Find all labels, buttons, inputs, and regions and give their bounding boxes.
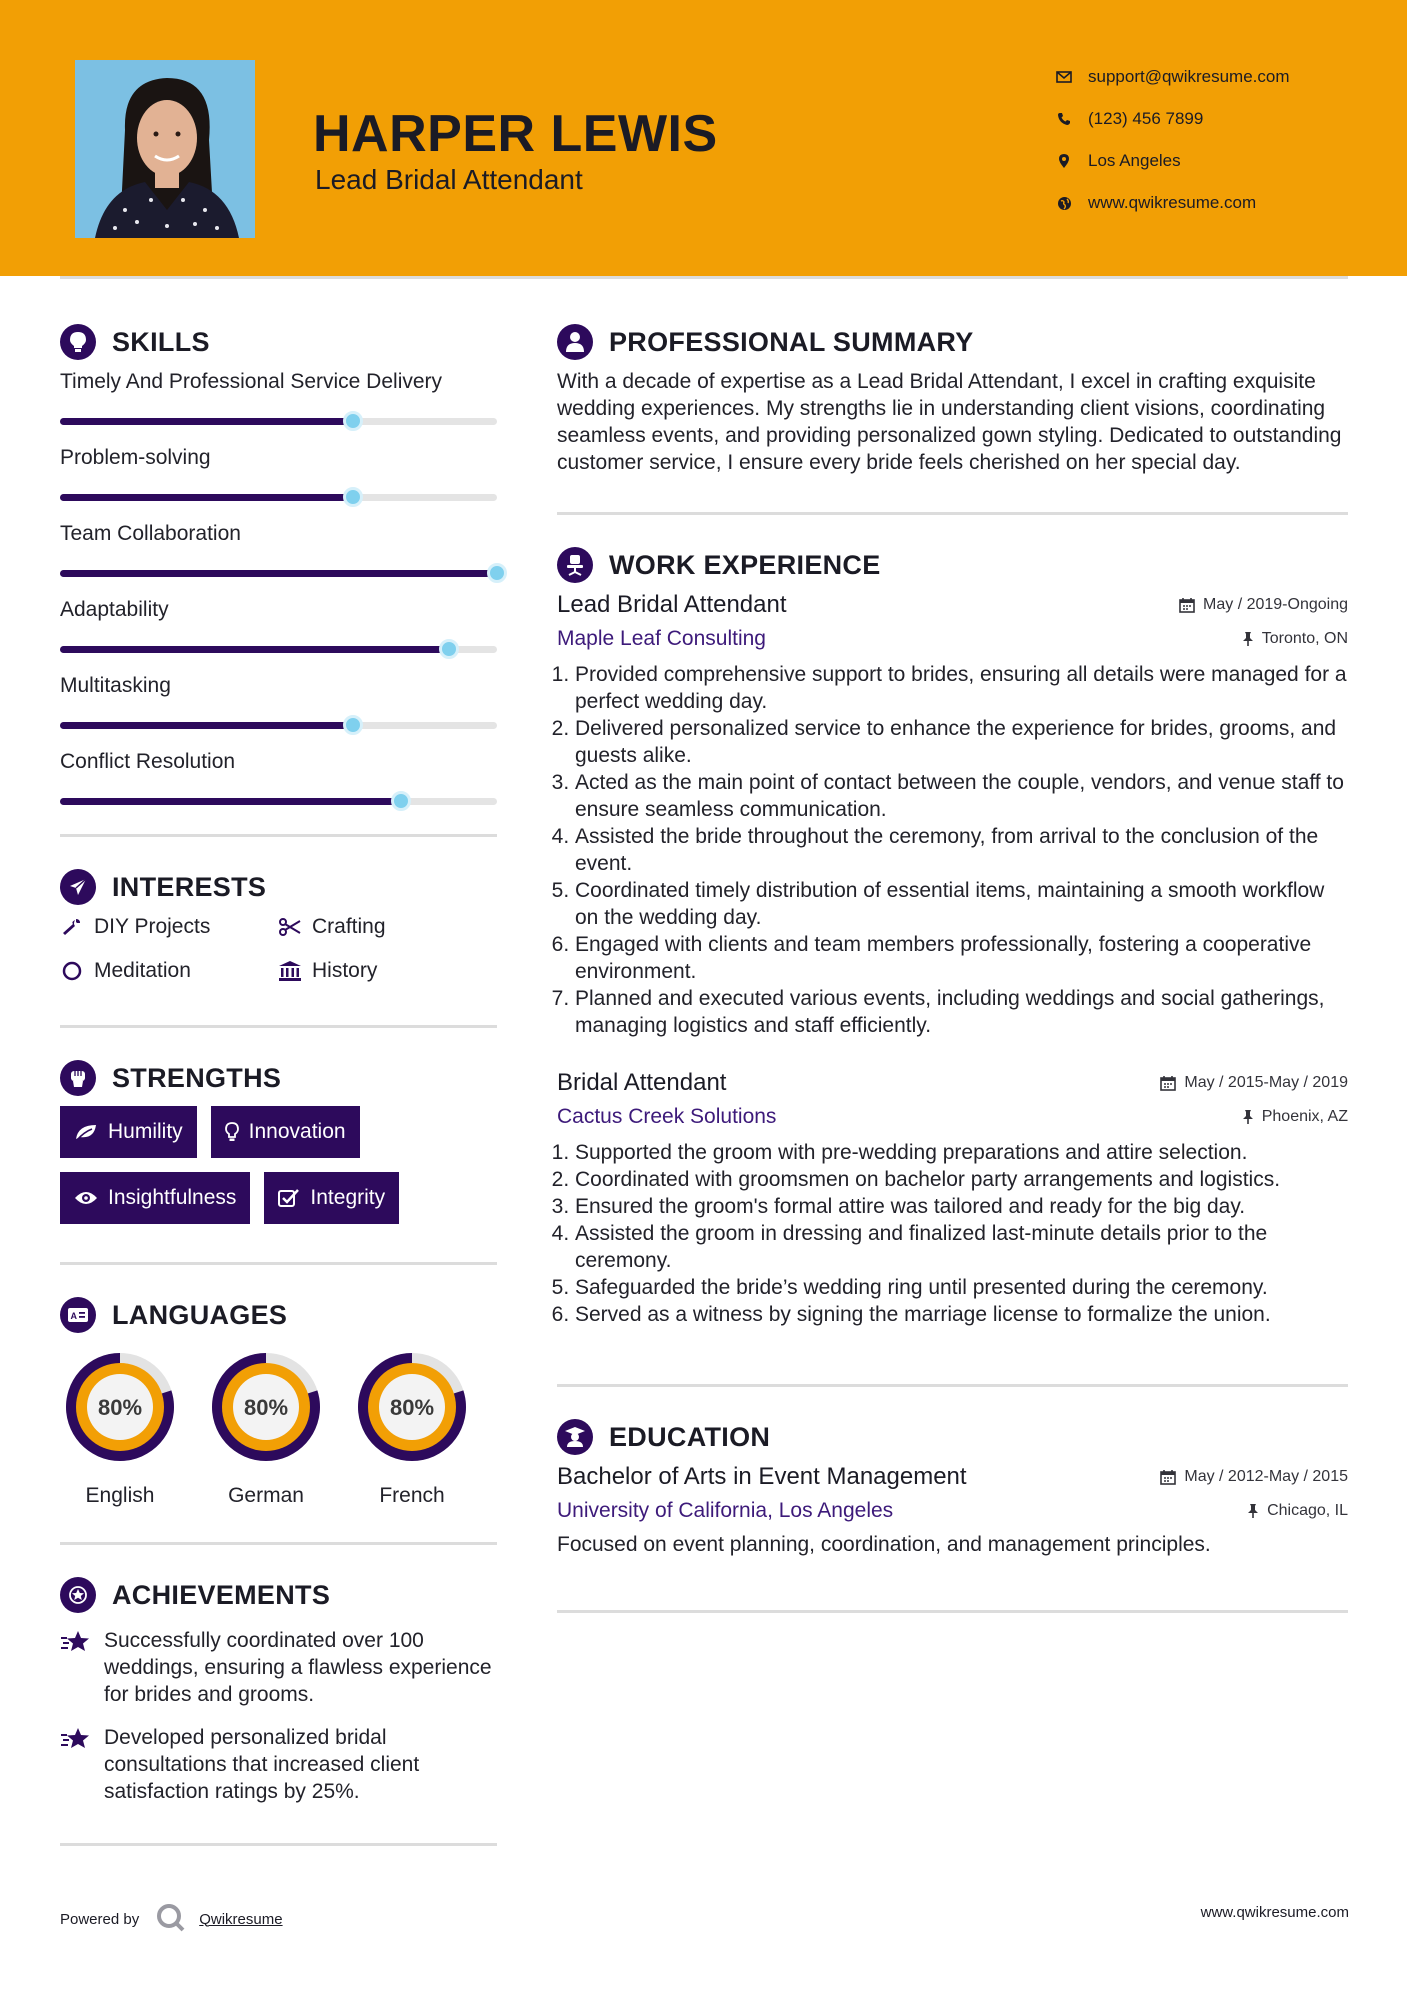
skills-title: SKILLS — [112, 326, 210, 357]
job-bullet: 1. Supported the groom with pre-wedding preparations and attire selection. — [575, 1139, 1348, 1166]
skill-bar-fill — [60, 494, 353, 501]
skill-bar-knob — [343, 715, 363, 735]
education-location-text: Chicago, IL — [1267, 1502, 1348, 1519]
interest-label: Meditation — [94, 959, 191, 982]
calendar-icon — [1179, 597, 1195, 613]
education-description: Focused on event planning, coordination, and management principles. — [557, 1533, 1211, 1556]
skill-bar — [60, 646, 497, 653]
qwikresume-link[interactable]: Qwikresume — [199, 1910, 283, 1928]
education-dates-text: May / 2012-May / 2015 — [1184, 1468, 1348, 1485]
interest-label: History — [312, 959, 378, 982]
phone-icon — [1050, 112, 1078, 126]
lightbulb-icon — [60, 324, 96, 360]
experience-heading — [557, 543, 1348, 587]
skill-bar-knob — [343, 487, 363, 507]
language-item — [206, 1347, 326, 1508]
pushpin-icon — [1242, 1109, 1254, 1125]
skill-name: Conflict Resolution — [60, 750, 236, 773]
wrench-icon — [60, 917, 84, 937]
skill-bar-knob — [391, 791, 411, 811]
education-title: EDUCATION — [609, 1421, 771, 1452]
scissors-icon — [278, 918, 302, 936]
interest-item — [60, 915, 278, 939]
company-name: Cactus Creek Solutions — [557, 1105, 777, 1128]
language-icon — [60, 1297, 96, 1333]
languages-title: LANGUAGES — [112, 1299, 288, 1330]
strength-label: Insightfulness — [108, 1186, 237, 1209]
strengths-list — [60, 1106, 497, 1224]
strength-badge — [60, 1172, 250, 1224]
job-bullet: 3. Ensured the groom's formal attire was tailored and ready for the big day. — [575, 1193, 1348, 1220]
skill-item — [60, 748, 497, 824]
right-column — [557, 320, 1348, 1613]
job-bullet: 2. Coordinated with groomsmen on bachelor party arrangements and logistics. — [575, 1166, 1348, 1193]
section-divider — [557, 1610, 1348, 1613]
skill-bar-knob — [439, 639, 459, 659]
museum-icon — [278, 960, 302, 982]
graduate-icon — [557, 1419, 593, 1455]
pushpin-icon — [1247, 1503, 1259, 1519]
interest-label: Crafting — [312, 915, 386, 938]
lightbulb-icon — [225, 1122, 239, 1142]
calendar-icon — [1160, 1469, 1176, 1485]
section-divider — [60, 1025, 497, 1028]
job-dates — [1179, 596, 1348, 614]
languages-list — [60, 1347, 497, 1508]
resume-header — [0, 0, 1407, 276]
school-name: University of California, Los Angeles — [557, 1499, 894, 1522]
job-location-text: Toronto, ON — [1261, 630, 1348, 647]
skill-name: Adaptability — [60, 598, 169, 621]
achievements-heading — [60, 1573, 497, 1617]
interests-heading — [60, 865, 497, 909]
candidate-title: Lead Bridal Attendant — [315, 164, 583, 195]
education-location — [1247, 1502, 1348, 1520]
strength-badge — [264, 1172, 399, 1224]
checkbox-icon — [278, 1188, 300, 1208]
job-bullet: 3. Acted as the main point of contact between the couple, vendors, and venue staff to ensure seamless communication. — [575, 769, 1348, 823]
contact-website[interactable] — [1050, 182, 1290, 224]
skill-bar — [60, 418, 497, 425]
language-item — [352, 1347, 472, 1508]
skills-list — [60, 368, 497, 824]
strengths-heading — [60, 1056, 497, 1100]
achievements-list — [60, 1627, 497, 1805]
job-title: Lead Bridal Attendant — [557, 591, 787, 618]
job-location — [1242, 1108, 1348, 1126]
interests-list — [60, 915, 497, 983]
skill-bar — [60, 494, 497, 501]
section-divider — [60, 834, 497, 837]
language-gauge — [206, 1347, 326, 1467]
header-divider — [60, 276, 1348, 279]
paper-plane-icon — [60, 869, 96, 905]
globe-icon — [1050, 196, 1078, 211]
skill-bar-fill — [60, 798, 401, 805]
contact-website-text: www.qwikresume.com — [1088, 193, 1257, 212]
job-location — [1242, 630, 1348, 648]
education-heading — [557, 1415, 1348, 1459]
language-item — [60, 1347, 180, 1508]
language-name: German — [228, 1484, 304, 1507]
job-bullet: 6. Served as a witness by signing the marriage license to formalize the union. — [575, 1301, 1348, 1328]
star-badge-icon — [60, 1577, 96, 1613]
section-divider — [60, 1843, 497, 1846]
section-divider — [60, 1262, 497, 1265]
interest-item — [278, 959, 497, 983]
job-bullet: 6. Engaged with clients and team members professionally, fostering a cooperative environment. — [575, 931, 1348, 985]
footer-website[interactable]: www.qwikresume.com — [1200, 1904, 1349, 1921]
eye-icon — [74, 1190, 98, 1206]
education-dates — [1160, 1468, 1348, 1486]
job-dates-text: May / 2019-Ongoing — [1203, 596, 1348, 613]
skill-item — [60, 520, 497, 596]
interests-title: INTERESTS — [112, 871, 267, 902]
skill-bar — [60, 570, 497, 577]
language-name: English — [85, 1484, 155, 1507]
contact-location — [1050, 140, 1290, 182]
job-dates — [1160, 1074, 1348, 1092]
section-divider — [60, 1542, 497, 1545]
footer-powered-by — [60, 1902, 283, 1936]
experience-title: WORK EXPERIENCE — [609, 549, 881, 580]
achievement-text: Developed personalized bridal consultations that increased client satisfaction ratings by 25%. — [104, 1726, 420, 1803]
job-bullets — [557, 661, 1348, 1039]
contact-location-text: Los Angeles — [1088, 151, 1181, 170]
language-gauge — [352, 1347, 472, 1467]
strengths-title: STRENGTHS — [112, 1062, 282, 1093]
contact-phone[interactable] — [1050, 98, 1290, 140]
job-bullet: 2. Delivered personalized service to enhance the experience for brides, grooms, and guests alike. — [575, 715, 1348, 769]
education-entry — [557, 1463, 1348, 1558]
contact-phone-text: (123) 456 7899 — [1088, 109, 1204, 128]
language-gauge — [60, 1347, 180, 1467]
map-pin-icon — [1050, 153, 1078, 169]
strength-badge — [60, 1106, 197, 1158]
interest-label: DIY Projects — [94, 915, 211, 938]
shooting-star-icon — [60, 1724, 92, 1805]
skill-item — [60, 672, 497, 748]
skills-heading — [60, 320, 497, 364]
job-bullet: 5. Coordinated timely distribution of essential items, maintaining a smooth workflow on the wedding day. — [575, 877, 1348, 931]
section-divider — [557, 512, 1348, 515]
company-name: Maple Leaf Consulting — [557, 627, 766, 650]
profile-photo — [75, 60, 255, 238]
section-divider — [557, 1384, 1348, 1387]
interest-item — [278, 915, 497, 939]
office-chair-icon — [557, 547, 593, 583]
job-bullet: 7. Planned and executed various events, including weddings and social gatherings, managing logistics and staff efficiently. — [575, 985, 1348, 1039]
skill-bar — [60, 798, 497, 805]
summary-text: With a decade of expertise as a Lead Bridal Attendant, I excel in crafting exquisite wedding experiences. My strengths lie in understanding client visions, coordinating seamless events, and providing personalized gown styling. Dedicated to outstanding customer service, I ensure every bride feels cherished on her special day. — [557, 370, 1342, 474]
envelope-icon — [1050, 71, 1078, 83]
skill-bar-knob — [343, 411, 363, 431]
pushpin-icon — [1242, 631, 1254, 647]
strength-label: Innovation — [248, 1120, 346, 1143]
achievements-title: ACHIEVEMENTS — [112, 1579, 331, 1610]
language-name: French — [379, 1484, 445, 1507]
job-bullet: 4. Assisted the bride throughout the ceremony, from arrival to the conclusion of the event. — [575, 823, 1348, 877]
fist-icon — [60, 1060, 96, 1096]
job-bullet: 5. Safeguarded the bride’s wedding ring until presented during the ceremony. — [575, 1274, 1348, 1301]
skill-bar-knob — [487, 563, 507, 583]
skill-bar — [60, 722, 497, 729]
calendar-icon — [1160, 1075, 1176, 1091]
achievement-item — [60, 1724, 497, 1805]
contact-email-text: support@qwikresume.com — [1088, 67, 1290, 86]
skill-name: Problem-solving — [60, 446, 211, 469]
achievement-text: Successfully coordinated over 100 weddings, ensuring a flawless experience for brides and grooms. — [104, 1629, 492, 1706]
interest-item — [60, 959, 278, 983]
candidate-name: HARPER LEWIS — [313, 105, 718, 163]
language-percent: 80% — [389, 1395, 435, 1420]
user-icon — [557, 324, 593, 360]
job-location-text: Phoenix, AZ — [1261, 1108, 1348, 1125]
skill-name: Team Collaboration — [60, 522, 241, 545]
skill-bar-fill — [60, 722, 353, 729]
job-bullets — [557, 1139, 1348, 1328]
language-percent: 80% — [243, 1395, 289, 1420]
job-dates-text: May / 2015-May / 2019 — [1184, 1074, 1348, 1091]
job-bullet: 4. Assisted the groom in dressing and finalized last-minute details prior to the ceremony. — [575, 1220, 1348, 1274]
job-entry — [557, 591, 1348, 1039]
job-entry — [557, 1069, 1348, 1328]
skill-bar-fill — [60, 418, 353, 425]
summary-heading — [557, 320, 1348, 364]
qwikresume-logo-icon — [155, 1902, 185, 1936]
job-title: Bridal Attendant — [557, 1069, 727, 1096]
contact-email[interactable] — [1050, 56, 1290, 98]
skill-name: Multitasking — [60, 674, 171, 697]
skill-item — [60, 368, 497, 444]
leaf-icon — [74, 1123, 98, 1141]
contact-list — [1050, 56, 1290, 224]
skill-item — [60, 596, 497, 672]
shooting-star-icon — [60, 1627, 92, 1708]
skill-item — [60, 444, 497, 520]
strength-label: Humility — [108, 1120, 183, 1143]
strength-label: Integrity — [310, 1186, 386, 1209]
language-percent: 80% — [97, 1395, 143, 1420]
achievement-item — [60, 1627, 497, 1708]
svg-text:A: A — [70, 1311, 77, 1321]
skill-bar-fill — [60, 570, 497, 577]
summary-title: PROFESSIONAL SUMMARY — [609, 326, 974, 357]
languages-heading — [60, 1293, 497, 1337]
strength-badge — [211, 1106, 360, 1158]
powered-by-text: Powered by — [60, 1910, 140, 1928]
skill-bar-fill — [60, 646, 449, 653]
left-column — [60, 320, 497, 1846]
job-bullet: 1. Provided comprehensive support to brides, ensuring all details were managed for a perfect wedding day. — [575, 661, 1348, 715]
skill-name: Timely And Professional Service Delivery — [60, 370, 443, 393]
circle-icon — [60, 961, 84, 981]
degree-title: Bachelor of Arts in Event Management — [557, 1463, 967, 1490]
